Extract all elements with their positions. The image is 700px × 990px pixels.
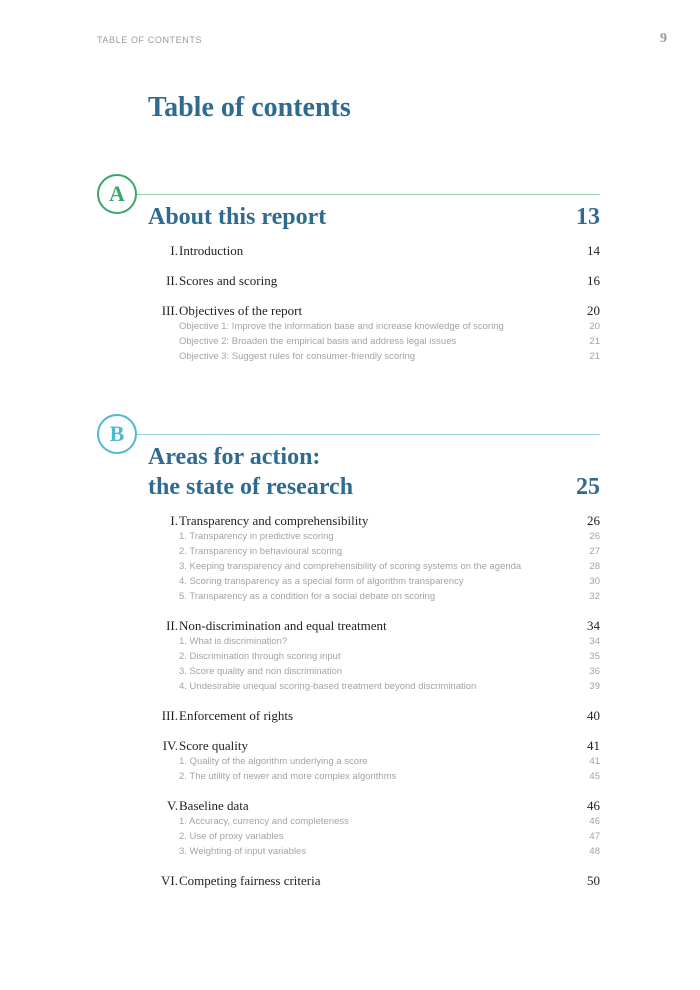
toc-subentry[interactable]: [97, 680, 600, 694]
section-title-line: About this report: [148, 204, 327, 230]
toc-subentry[interactable]: [97, 350, 600, 364]
subentry-page: 21: [589, 351, 600, 362]
entry-numeral: IV.: [162, 738, 178, 753]
toc-subentry[interactable]: [97, 845, 600, 859]
entry-page: 50: [587, 873, 600, 888]
entry-numeral: I.: [170, 513, 178, 528]
subentry-label: 1. What is discrimination?: [179, 636, 288, 647]
entry-label: Enforcement of rights: [179, 708, 294, 723]
section-badge-a: A: [97, 174, 137, 214]
entry-label: Introduction: [179, 243, 244, 258]
subentry-label: 4. Undesirable unequal scoring-based treatment beyond discrimination: [179, 681, 477, 692]
entry-page: 14: [587, 243, 600, 258]
toc-subentry[interactable]: [97, 530, 600, 544]
entry-label: Transparency and comprehensibility: [179, 513, 369, 528]
entry-label: Competing fairness criteria: [179, 873, 321, 888]
subentry-label: 5. Transparency as a condition for a social debate on scoring: [179, 591, 436, 602]
section-title-line: the state of research: [148, 474, 354, 500]
subentry-page: 28: [589, 561, 600, 572]
subentry-page: 32: [589, 591, 600, 602]
toc-entry[interactable]: [97, 303, 600, 319]
section-title: [148, 442, 353, 502]
entry-page: 40: [587, 708, 600, 723]
toc-entry[interactable]: [97, 243, 600, 259]
subentry-page: 35: [589, 651, 600, 662]
toc-subentry[interactable]: [97, 575, 600, 589]
entry-page: 26: [587, 513, 600, 528]
entry-page: 46: [587, 798, 600, 813]
subentry-label: 3. Keeping transparency and comprehensibility of scoring systems on the agenda: [179, 561, 522, 572]
entry-label: Non-discrimination and equal treatment: [179, 618, 387, 633]
entry-page: 41: [587, 738, 600, 753]
subentry-page: 30: [589, 576, 600, 587]
toc-entry[interactable]: [97, 708, 600, 724]
entry-numeral: II.: [166, 273, 178, 288]
section-title-line: Areas for action:: [148, 444, 321, 470]
subentry-label: 1. Accuracy, currency and completeness: [179, 816, 349, 827]
entry-numeral: V.: [167, 798, 178, 813]
subentry-page: 20: [589, 321, 600, 332]
toc-subentry[interactable]: [97, 590, 600, 604]
subentry-page: 36: [589, 666, 600, 677]
entry-numeral: III.: [161, 708, 178, 723]
toc-subentry[interactable]: [97, 650, 600, 664]
subentry-page: 27: [589, 546, 600, 557]
toc-subentry[interactable]: [97, 830, 600, 844]
subentry-page: 34: [589, 636, 600, 647]
entry-label: Score quality: [179, 738, 248, 753]
subentry-label: 2. Transparency in behavioural scoring: [179, 546, 343, 557]
toc-subentry[interactable]: [97, 755, 600, 769]
subentry-label: 3. Weighting of input variables: [179, 846, 307, 857]
entry-page: 16: [587, 273, 600, 288]
entry-numeral: II.: [166, 618, 178, 633]
subentry-page: 39: [589, 681, 600, 692]
subentry-label: 2. The utility of newer and more complex algorithms: [179, 771, 397, 782]
toc-entry[interactable]: [97, 513, 600, 529]
toc-entry[interactable]: [97, 618, 600, 634]
subentry-page: 41: [589, 756, 600, 767]
subentry-page: 45: [589, 771, 600, 782]
toc-subentry[interactable]: [97, 770, 600, 784]
subentry-page: 47: [589, 831, 600, 842]
entry-numeral: I.: [170, 243, 178, 258]
subentry-page: 48: [589, 846, 600, 857]
page-number: 9: [660, 31, 667, 46]
entry-numeral: III.: [161, 303, 178, 318]
subentry-label: 2. Use of proxy variables: [179, 831, 284, 842]
section-divider: [137, 194, 600, 195]
subentry-label: Objective 3: Suggest rules for consumer-friendly scoring: [179, 351, 416, 362]
running-head: TABLE OF CONTENTS: [97, 35, 203, 45]
section-title: [148, 202, 326, 232]
toc-subentry[interactable]: [97, 335, 600, 349]
toc-entry[interactable]: [97, 798, 600, 814]
subentry-label: Objective 2: Broaden the empirical basis and address legal issues: [179, 336, 457, 347]
subentry-label: 1. Transparency in predictive scoring: [179, 531, 334, 542]
toc-subentry[interactable]: [97, 560, 600, 574]
subentry-label: 2. Discrimination through scoring input: [179, 651, 341, 662]
toc-subentry[interactable]: [97, 545, 600, 559]
entry-numeral: VI.: [161, 873, 178, 888]
entry-page: 20: [587, 303, 600, 318]
entry-label: Scores and scoring: [179, 273, 278, 288]
toc-subentry[interactable]: [97, 815, 600, 829]
entry-label: Baseline data: [179, 798, 249, 813]
toc-entry[interactable]: [97, 738, 600, 754]
toc-subentry[interactable]: [97, 665, 600, 679]
section-divider: [137, 434, 600, 435]
section-badge-b: B: [97, 414, 137, 454]
subentry-label: 3. Score quality and non discrimination: [179, 666, 343, 677]
subentry-page: 21: [589, 336, 600, 347]
toc-subentry[interactable]: [97, 635, 600, 649]
subentry-label: 1. Quality of the algorithm underlying a score: [179, 756, 368, 767]
page-title: Table of contents: [148, 92, 351, 123]
section-page[interactable]: 13: [576, 204, 600, 230]
section-page[interactable]: 25: [576, 474, 600, 500]
subentry-label: 4. Scoring transparency as a special form of algorithm transparency: [179, 576, 464, 587]
subentry-page: 46: [589, 816, 600, 827]
entry-label: Objectives of the report: [179, 303, 303, 318]
toc-subentry[interactable]: [97, 320, 600, 334]
toc-entry[interactable]: [97, 273, 600, 289]
subentry-label: Objective 1: Improve the information base and increase knowledge of scoring: [179, 321, 504, 332]
subentry-page: 26: [589, 531, 600, 542]
entry-page: 34: [587, 618, 600, 633]
toc-entry[interactable]: [97, 873, 600, 889]
